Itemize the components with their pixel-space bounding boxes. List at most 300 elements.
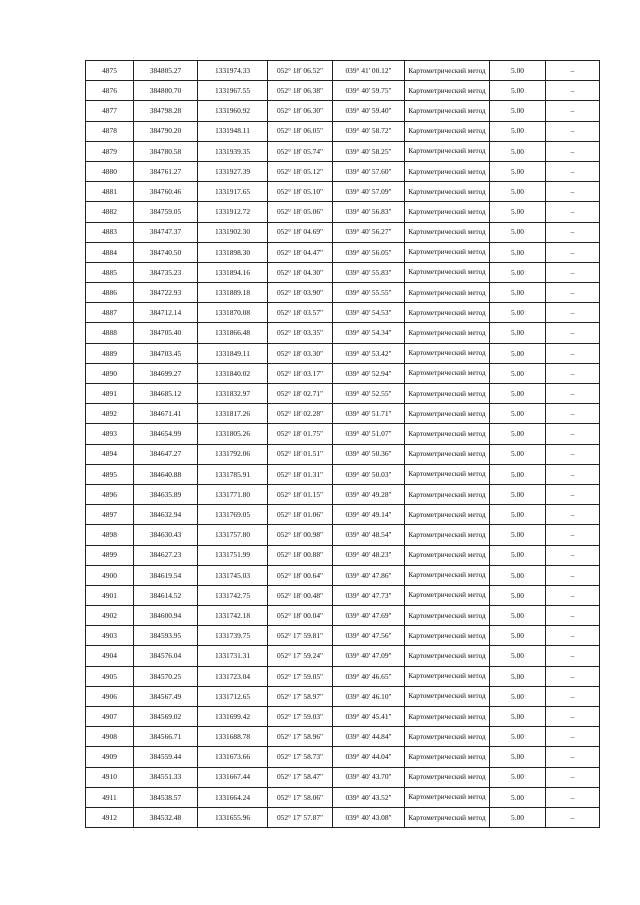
point-number-cell: 4888	[86, 323, 134, 343]
method-cell: Картометрический метод	[405, 727, 490, 747]
latitude-cell: 052° 17' 58.73"	[268, 747, 333, 767]
x-coordinate-cell: 384532.48	[134, 807, 198, 827]
note-cell: –	[546, 767, 600, 787]
latitude-cell: 052° 18' 03.35"	[268, 323, 333, 343]
note-cell: –	[546, 787, 600, 807]
y-coordinate-cell: 1331699.42	[198, 707, 268, 727]
longitude-cell: 039° 40' 50.03"	[333, 464, 405, 484]
note-cell: –	[546, 464, 600, 484]
method-cell: Картометрический метод	[405, 585, 490, 605]
x-coordinate-cell: 384566.71	[134, 727, 198, 747]
latitude-cell: 052° 18' 02.28"	[268, 404, 333, 424]
method-cell: Картометрический метод	[405, 303, 490, 323]
accuracy-cell: 5.00	[490, 262, 546, 282]
note-cell: –	[546, 565, 600, 585]
accuracy-cell: 5.00	[490, 384, 546, 404]
latitude-cell: 052° 18' 02.71"	[268, 384, 333, 404]
latitude-cell: 052° 17' 58.06"	[268, 787, 333, 807]
latitude-cell: 052° 18' 03.30"	[268, 343, 333, 363]
method-cell: Картометрический метод	[405, 141, 490, 161]
accuracy-cell: 5.00	[490, 81, 546, 101]
y-coordinate-cell: 1331849.11	[198, 343, 268, 363]
accuracy-cell: 5.00	[490, 484, 546, 504]
point-number-cell: 4896	[86, 484, 134, 504]
method-cell: Картометрический метод	[405, 686, 490, 706]
longitude-cell: 039° 40' 48.54"	[333, 525, 405, 545]
point-number-cell: 4894	[86, 444, 134, 464]
y-coordinate-cell: 1331769.05	[198, 505, 268, 525]
y-coordinate-cell: 1331974.33	[198, 61, 268, 81]
method-cell: Картометрический метод	[405, 464, 490, 484]
note-cell: –	[546, 686, 600, 706]
y-coordinate-cell: 1331912.72	[198, 202, 268, 222]
note-cell: –	[546, 363, 600, 383]
accuracy-cell: 5.00	[490, 343, 546, 363]
x-coordinate-cell: 384805.27	[134, 61, 198, 81]
note-cell: –	[546, 303, 600, 323]
x-coordinate-cell: 384647.27	[134, 444, 198, 464]
method-cell: Картометрический метод	[405, 283, 490, 303]
point-number-cell: 4912	[86, 807, 134, 827]
note-cell: –	[546, 283, 600, 303]
method-cell: Картометрический метод	[405, 343, 490, 363]
longitude-cell: 039° 40' 53.42"	[333, 343, 405, 363]
note-cell: –	[546, 545, 600, 565]
x-coordinate-cell: 384759.05	[134, 202, 198, 222]
x-coordinate-cell: 384747.37	[134, 222, 198, 242]
table-row	[86, 505, 600, 525]
latitude-cell: 052° 18' 03.17"	[268, 363, 333, 383]
point-number-cell: 4904	[86, 646, 134, 666]
y-coordinate-cell: 1331866.48	[198, 323, 268, 343]
method-cell: Картометрический метод	[405, 384, 490, 404]
y-coordinate-cell: 1331757.80	[198, 525, 268, 545]
method-cell: Картометрический метод	[405, 242, 490, 262]
latitude-cell: 052° 18' 01.51"	[268, 444, 333, 464]
longitude-cell: 039° 40' 47.86"	[333, 565, 405, 585]
longitude-cell: 039° 40' 58.25"	[333, 141, 405, 161]
latitude-cell: 052° 17' 59.81"	[268, 626, 333, 646]
longitude-cell: 039° 40' 54.34"	[333, 323, 405, 343]
latitude-cell: 052° 18' 04.30"	[268, 262, 333, 282]
note-cell: –	[546, 646, 600, 666]
note-cell: –	[546, 626, 600, 646]
point-number-cell: 4901	[86, 585, 134, 605]
latitude-cell: 052° 18' 06.52"	[268, 61, 333, 81]
point-number-cell: 4900	[86, 565, 134, 585]
latitude-cell: 052° 17' 58.47"	[268, 767, 333, 787]
note-cell: –	[546, 707, 600, 727]
longitude-cell: 039° 40' 56.27"	[333, 222, 405, 242]
method-cell: Картометрический метод	[405, 323, 490, 343]
table-row	[86, 61, 600, 81]
longitude-cell: 039° 40' 46.65"	[333, 666, 405, 686]
longitude-cell: 039° 40' 43.52"	[333, 787, 405, 807]
latitude-cell: 052° 18' 05.06"	[268, 202, 333, 222]
x-coordinate-cell: 384705.40	[134, 323, 198, 343]
table-row	[86, 565, 600, 585]
y-coordinate-cell: 1331902.30	[198, 222, 268, 242]
x-coordinate-cell: 384722.93	[134, 283, 198, 303]
table-row	[86, 363, 600, 383]
method-cell: Картометрический метод	[405, 262, 490, 282]
y-coordinate-cell: 1331894.16	[198, 262, 268, 282]
method-cell: Картометрический метод	[405, 807, 490, 827]
longitude-cell: 039° 40' 46.10"	[333, 686, 405, 706]
y-coordinate-cell: 1331939.35	[198, 141, 268, 161]
y-coordinate-cell: 1331667.44	[198, 767, 268, 787]
x-coordinate-cell: 384671.41	[134, 404, 198, 424]
table-row	[86, 202, 600, 222]
note-cell: –	[546, 484, 600, 504]
y-coordinate-cell: 1331960.92	[198, 101, 268, 121]
table-row	[86, 161, 600, 181]
latitude-cell: 052° 18' 06.05"	[268, 121, 333, 141]
point-number-cell: 4902	[86, 606, 134, 626]
x-coordinate-cell: 384635.89	[134, 484, 198, 504]
accuracy-cell: 5.00	[490, 222, 546, 242]
latitude-cell: 052° 18' 01.75"	[268, 424, 333, 444]
note-cell: –	[546, 444, 600, 464]
x-coordinate-cell: 384593.95	[134, 626, 198, 646]
x-coordinate-cell: 384559.44	[134, 747, 198, 767]
point-number-cell: 4879	[86, 141, 134, 161]
coordinates-table-body	[86, 61, 600, 828]
latitude-cell: 052° 18' 00.04"	[268, 606, 333, 626]
table-row	[86, 787, 600, 807]
table-row	[86, 727, 600, 747]
y-coordinate-cell: 1331792.06	[198, 444, 268, 464]
table-row	[86, 646, 600, 666]
method-cell: Картометрический метод	[405, 101, 490, 121]
method-cell: Картометрический метод	[405, 404, 490, 424]
point-number-cell: 4891	[86, 384, 134, 404]
table-row	[86, 343, 600, 363]
coordinates-table	[85, 60, 600, 828]
y-coordinate-cell: 1331712.65	[198, 686, 268, 706]
longitude-cell: 039° 40' 51.07"	[333, 424, 405, 444]
accuracy-cell: 5.00	[490, 121, 546, 141]
accuracy-cell: 5.00	[490, 545, 546, 565]
longitude-cell: 039° 40' 55.83"	[333, 262, 405, 282]
accuracy-cell: 5.00	[490, 323, 546, 343]
y-coordinate-cell: 1331948.11	[198, 121, 268, 141]
point-number-cell: 4903	[86, 626, 134, 646]
y-coordinate-cell: 1331832.97	[198, 384, 268, 404]
method-cell: Картометрический метод	[405, 747, 490, 767]
x-coordinate-cell: 384780.58	[134, 141, 198, 161]
x-coordinate-cell: 384654.99	[134, 424, 198, 444]
accuracy-cell: 5.00	[490, 424, 546, 444]
table-row	[86, 767, 600, 787]
method-cell: Картометрический метод	[405, 161, 490, 181]
table-row	[86, 182, 600, 202]
y-coordinate-cell: 1331817.26	[198, 404, 268, 424]
note-cell: –	[546, 101, 600, 121]
latitude-cell: 052° 17' 59.24"	[268, 646, 333, 666]
longitude-cell: 039° 40' 56.83"	[333, 202, 405, 222]
accuracy-cell: 5.00	[490, 767, 546, 787]
accuracy-cell: 5.00	[490, 303, 546, 323]
longitude-cell: 039° 40' 54.53"	[333, 303, 405, 323]
x-coordinate-cell: 384798.28	[134, 101, 198, 121]
table-row	[86, 545, 600, 565]
accuracy-cell: 5.00	[490, 707, 546, 727]
method-cell: Картометрический метод	[405, 81, 490, 101]
point-number-cell: 4881	[86, 182, 134, 202]
longitude-cell: 039° 40' 44.84"	[333, 727, 405, 747]
x-coordinate-cell: 384569.02	[134, 707, 198, 727]
x-coordinate-cell: 384685.12	[134, 384, 198, 404]
y-coordinate-cell: 1331840.02	[198, 363, 268, 383]
point-number-cell: 4889	[86, 343, 134, 363]
accuracy-cell: 5.00	[490, 404, 546, 424]
longitude-cell: 039° 40' 45.41"	[333, 707, 405, 727]
y-coordinate-cell: 1331723.04	[198, 666, 268, 686]
point-number-cell: 4910	[86, 767, 134, 787]
accuracy-cell: 5.00	[490, 505, 546, 525]
latitude-cell: 052° 18' 00.88"	[268, 545, 333, 565]
accuracy-cell: 5.00	[490, 101, 546, 121]
y-coordinate-cell: 1331917.65	[198, 182, 268, 202]
accuracy-cell: 5.00	[490, 585, 546, 605]
y-coordinate-cell: 1331673.66	[198, 747, 268, 767]
y-coordinate-cell: 1331898.30	[198, 242, 268, 262]
longitude-cell: 039° 40' 58.72"	[333, 121, 405, 141]
note-cell: –	[546, 747, 600, 767]
table-row	[86, 242, 600, 262]
latitude-cell: 052° 18' 05.74"	[268, 141, 333, 161]
method-cell: Картометрический метод	[405, 545, 490, 565]
method-cell: Картометрический метод	[405, 707, 490, 727]
longitude-cell: 039° 40' 57.09"	[333, 182, 405, 202]
x-coordinate-cell: 384619.54	[134, 565, 198, 585]
longitude-cell: 039° 40' 43.70"	[333, 767, 405, 787]
table-row	[86, 707, 600, 727]
y-coordinate-cell: 1331688.78	[198, 727, 268, 747]
latitude-cell: 052° 18' 05.12"	[268, 161, 333, 181]
table-row	[86, 464, 600, 484]
latitude-cell: 052° 17' 57.87"	[268, 807, 333, 827]
longitude-cell: 039° 40' 52.94"	[333, 363, 405, 383]
x-coordinate-cell: 384740.50	[134, 242, 198, 262]
latitude-cell: 052° 18' 00.48"	[268, 585, 333, 605]
accuracy-cell: 5.00	[490, 646, 546, 666]
x-coordinate-cell: 384632.94	[134, 505, 198, 525]
latitude-cell: 052° 18' 01.15"	[268, 484, 333, 504]
accuracy-cell: 5.00	[490, 363, 546, 383]
table-row	[86, 484, 600, 504]
latitude-cell: 052° 18' 04.47"	[268, 242, 333, 262]
longitude-cell: 039° 40' 56.05"	[333, 242, 405, 262]
latitude-cell: 052° 18' 03.90"	[268, 283, 333, 303]
y-coordinate-cell: 1331927.39	[198, 161, 268, 181]
accuracy-cell: 5.00	[490, 626, 546, 646]
accuracy-cell: 5.00	[490, 525, 546, 545]
method-cell: Картометрический метод	[405, 505, 490, 525]
table-row	[86, 283, 600, 303]
note-cell: –	[546, 262, 600, 282]
table-row	[86, 585, 600, 605]
table-row	[86, 384, 600, 404]
x-coordinate-cell: 384735.23	[134, 262, 198, 282]
accuracy-cell: 5.00	[490, 464, 546, 484]
note-cell: –	[546, 343, 600, 363]
table-row	[86, 444, 600, 464]
point-number-cell: 4909	[86, 747, 134, 767]
point-number-cell: 4883	[86, 222, 134, 242]
y-coordinate-cell: 1331742.75	[198, 585, 268, 605]
point-number-cell: 4906	[86, 686, 134, 706]
longitude-cell: 039° 41' 00.12"	[333, 61, 405, 81]
longitude-cell: 039° 40' 47.56"	[333, 626, 405, 646]
table-row	[86, 606, 600, 626]
table-row	[86, 747, 600, 767]
x-coordinate-cell: 384703.45	[134, 343, 198, 363]
latitude-cell: 052° 18' 01.06"	[268, 505, 333, 525]
x-coordinate-cell: 384576.04	[134, 646, 198, 666]
point-number-cell: 4890	[86, 363, 134, 383]
x-coordinate-cell: 384800.70	[134, 81, 198, 101]
x-coordinate-cell: 384790.20	[134, 121, 198, 141]
point-number-cell: 4905	[86, 666, 134, 686]
y-coordinate-cell: 1331805.26	[198, 424, 268, 444]
point-number-cell: 4885	[86, 262, 134, 282]
method-cell: Картометрический метод	[405, 646, 490, 666]
latitude-cell: 052° 18' 00.64"	[268, 565, 333, 585]
accuracy-cell: 5.00	[490, 565, 546, 585]
method-cell: Картометрический метод	[405, 565, 490, 585]
longitude-cell: 039° 40' 47.09"	[333, 646, 405, 666]
y-coordinate-cell: 1331785.91	[198, 464, 268, 484]
y-coordinate-cell: 1331870.08	[198, 303, 268, 323]
x-coordinate-cell: 384570.25	[134, 666, 198, 686]
point-number-cell: 4880	[86, 161, 134, 181]
x-coordinate-cell: 384640.88	[134, 464, 198, 484]
method-cell: Картометрический метод	[405, 61, 490, 81]
point-number-cell: 4893	[86, 424, 134, 444]
accuracy-cell: 5.00	[490, 666, 546, 686]
y-coordinate-cell: 1331771.80	[198, 484, 268, 504]
latitude-cell: 052° 17' 59.03"	[268, 707, 333, 727]
latitude-cell: 052° 17' 59.05"	[268, 666, 333, 686]
method-cell: Картометрический метод	[405, 424, 490, 444]
table-row	[86, 262, 600, 282]
accuracy-cell: 5.00	[490, 686, 546, 706]
note-cell: –	[546, 384, 600, 404]
method-cell: Картометрический метод	[405, 484, 490, 504]
longitude-cell: 039° 40' 49.14"	[333, 505, 405, 525]
accuracy-cell: 5.00	[490, 242, 546, 262]
method-cell: Картометрический метод	[405, 363, 490, 383]
method-cell: Картометрический метод	[405, 787, 490, 807]
y-coordinate-cell: 1331751.99	[198, 545, 268, 565]
point-number-cell: 4878	[86, 121, 134, 141]
longitude-cell: 039° 40' 52.55"	[333, 384, 405, 404]
note-cell: –	[546, 323, 600, 343]
latitude-cell: 052° 18' 01.31"	[268, 464, 333, 484]
longitude-cell: 039° 40' 57.60"	[333, 161, 405, 181]
method-cell: Картометрический метод	[405, 182, 490, 202]
longitude-cell: 039° 40' 47.69"	[333, 606, 405, 626]
accuracy-cell: 5.00	[490, 807, 546, 827]
table-row	[86, 404, 600, 424]
longitude-cell: 039° 40' 51.71"	[333, 404, 405, 424]
point-number-cell: 4908	[86, 727, 134, 747]
latitude-cell: 052° 18' 06.38"	[268, 81, 333, 101]
method-cell: Картометрический метод	[405, 626, 490, 646]
latitude-cell: 052° 18' 04.69"	[268, 222, 333, 242]
latitude-cell: 052° 18' 03.57"	[268, 303, 333, 323]
note-cell: –	[546, 424, 600, 444]
note-cell: –	[546, 202, 600, 222]
latitude-cell: 052° 18' 06.30"	[268, 101, 333, 121]
method-cell: Картометрический метод	[405, 666, 490, 686]
x-coordinate-cell: 384630.43	[134, 525, 198, 545]
longitude-cell: 039° 40' 50.36"	[333, 444, 405, 464]
table-row	[86, 121, 600, 141]
table-row	[86, 101, 600, 121]
latitude-cell: 052° 18' 00.98"	[268, 525, 333, 545]
accuracy-cell: 5.00	[490, 182, 546, 202]
y-coordinate-cell: 1331731.31	[198, 646, 268, 666]
x-coordinate-cell: 384567.49	[134, 686, 198, 706]
method-cell: Картометрический метод	[405, 606, 490, 626]
accuracy-cell: 5.00	[490, 444, 546, 464]
x-coordinate-cell: 384699.27	[134, 363, 198, 383]
accuracy-cell: 5.00	[490, 141, 546, 161]
accuracy-cell: 5.00	[490, 61, 546, 81]
table-row	[86, 81, 600, 101]
table-row	[86, 424, 600, 444]
point-number-cell: 4886	[86, 283, 134, 303]
table-row	[86, 666, 600, 686]
latitude-cell: 052° 17' 58.97"	[268, 686, 333, 706]
point-number-cell: 4884	[86, 242, 134, 262]
longitude-cell: 039° 40' 55.55"	[333, 283, 405, 303]
method-cell: Картометрический метод	[405, 222, 490, 242]
x-coordinate-cell: 384627.23	[134, 545, 198, 565]
x-coordinate-cell: 384761.27	[134, 161, 198, 181]
table-row	[86, 141, 600, 161]
y-coordinate-cell: 1331745.03	[198, 565, 268, 585]
x-coordinate-cell: 384760.46	[134, 182, 198, 202]
note-cell: –	[546, 404, 600, 424]
accuracy-cell: 5.00	[490, 161, 546, 181]
y-coordinate-cell: 1331655.96	[198, 807, 268, 827]
longitude-cell: 039° 40' 47.73"	[333, 585, 405, 605]
y-coordinate-cell: 1331664.24	[198, 787, 268, 807]
point-number-cell: 4911	[86, 787, 134, 807]
table-row	[86, 626, 600, 646]
y-coordinate-cell: 1331967.55	[198, 81, 268, 101]
method-cell: Картометрический метод	[405, 202, 490, 222]
point-number-cell: 4892	[86, 404, 134, 424]
x-coordinate-cell: 384600.94	[134, 606, 198, 626]
accuracy-cell: 5.00	[490, 283, 546, 303]
x-coordinate-cell: 384551.33	[134, 767, 198, 787]
longitude-cell: 039° 40' 48.23"	[333, 545, 405, 565]
note-cell: –	[546, 121, 600, 141]
note-cell: –	[546, 242, 600, 262]
latitude-cell: 052° 17' 58.96"	[268, 727, 333, 747]
method-cell: Картометрический метод	[405, 525, 490, 545]
table-row	[86, 525, 600, 545]
point-number-cell: 4882	[86, 202, 134, 222]
accuracy-cell: 5.00	[490, 747, 546, 767]
point-number-cell: 4887	[86, 303, 134, 323]
note-cell: –	[546, 727, 600, 747]
